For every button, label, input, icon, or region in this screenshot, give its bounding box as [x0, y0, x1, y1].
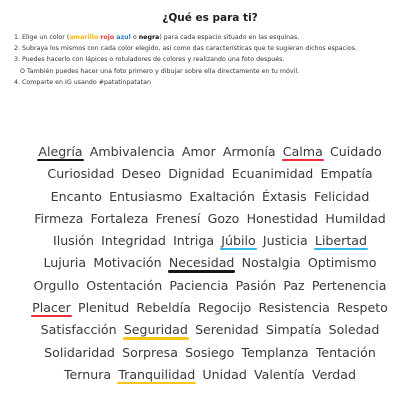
word: Motivación	[93, 255, 162, 271]
word-row	[0, 342, 420, 364]
word: Ilusión	[52, 233, 94, 249]
word: Verdad	[311, 366, 356, 382]
word: Intriga	[173, 233, 215, 249]
word: Paz	[283, 277, 305, 293]
word: Entusiasmo	[109, 188, 183, 204]
word: Cuidado	[329, 144, 382, 159]
word: Regocijo	[197, 300, 252, 316]
word: Lujuria	[43, 255, 87, 271]
word: Humildad	[325, 210, 386, 226]
instruction-step-1	[14, 32, 414, 43]
word: Armonía	[222, 144, 276, 159]
word: Ternura	[64, 366, 112, 382]
word: Sorpresa	[122, 344, 178, 360]
word: Simpatía	[265, 322, 322, 338]
word-row	[0, 230, 420, 252]
word-cloud	[0, 141, 420, 386]
word: Curiosidad	[47, 166, 115, 182]
word: Solidaridad	[44, 344, 115, 360]
word: Deseo	[121, 166, 161, 182]
underlined-word-yellow: Tranquilidad	[118, 364, 195, 386]
word-row	[0, 297, 420, 319]
instructions-list	[14, 32, 414, 88]
underlined-word-blue: Libertad	[315, 230, 367, 252]
instruction-text: o	[132, 34, 137, 41]
word: Orgullo	[33, 277, 80, 293]
word-row	[0, 208, 420, 230]
word: Pertenencia	[311, 277, 387, 293]
word: Optimismo	[307, 255, 377, 271]
instruction-text: ) para cada espacio situado en las esquinas.	[159, 34, 300, 41]
color-option-black: negra	[138, 34, 160, 41]
word: Respeto	[337, 300, 388, 316]
word: Justicia	[262, 233, 308, 249]
page-title: ¿Qué es para ti?	[162, 12, 258, 24]
word: Exaltación	[189, 188, 255, 204]
word-row	[0, 319, 420, 341]
word: Plenitud	[77, 300, 130, 316]
word-row	[0, 252, 420, 274]
word: Templanza	[241, 344, 309, 360]
word: Ambivalencia	[89, 144, 175, 159]
word-row	[0, 163, 420, 185]
word: Éxtasis	[262, 188, 307, 204]
word: Tentación	[315, 344, 376, 360]
instruction-step-2: 2. Subraya los mismos con cada color elegido, así como das características que te sugieran dichos espacios.	[14, 45, 358, 53]
underlined-word-blue: Júbilo	[221, 230, 255, 252]
word-row	[0, 275, 420, 297]
word: Satisfacción	[40, 322, 117, 338]
word: Empatía	[320, 166, 373, 182]
color-option-yellow: amarillo	[69, 34, 99, 41]
word: Honestidad	[246, 210, 319, 226]
instruction-step-4: 4. Comparte en IG usando #patatinpatatan	[14, 78, 151, 86]
underlined-word-red: Placer	[32, 297, 71, 319]
underlined-word-black: Necesidad	[169, 252, 235, 274]
word: Integridad	[101, 233, 166, 249]
instruction-text: 1. Elige un color (	[14, 34, 70, 41]
word: Fortaleza	[90, 210, 149, 226]
color-option-red: rojo	[100, 34, 115, 41]
word: Ostentación	[86, 277, 163, 293]
instruction-step-3: 3. Puedes hacerlo con lápices o rotuladores de colores y realizando una foto después.	[14, 56, 285, 64]
word: Dignidad	[168, 166, 225, 182]
word: Resistencia	[258, 300, 330, 316]
word: Nostalgia	[241, 255, 301, 271]
word: Valentía	[254, 366, 305, 382]
word: Soledad	[328, 322, 380, 338]
word: Ecuanimidad	[231, 166, 314, 182]
word: Frenesí	[155, 210, 201, 226]
word: Pasión	[235, 277, 277, 293]
word: Unidad	[202, 366, 247, 382]
word: Rebeldía	[136, 300, 191, 316]
word: Felicidad	[313, 188, 370, 204]
underlined-word-yellow: Seguridad	[124, 319, 188, 341]
color-option-blue: azul	[116, 34, 131, 41]
word: Gozo	[207, 210, 240, 226]
word: Sosiego	[185, 344, 235, 360]
word-row	[0, 364, 420, 386]
word: Firmeza	[34, 210, 84, 226]
word: Amor	[181, 144, 216, 159]
word-row	[0, 186, 420, 208]
word: Encanto	[50, 188, 102, 204]
word: Serenidad	[195, 322, 259, 338]
underlined-word-black: Alegría	[38, 141, 82, 163]
underlined-word-red: Calma	[283, 141, 323, 163]
word-row	[0, 141, 420, 163]
word: Paciencia	[169, 277, 229, 293]
instruction-step-3-alt: O También puedes hacer una foto primero y dibujar sobre ella directamente en tu móvil.	[20, 67, 300, 75]
